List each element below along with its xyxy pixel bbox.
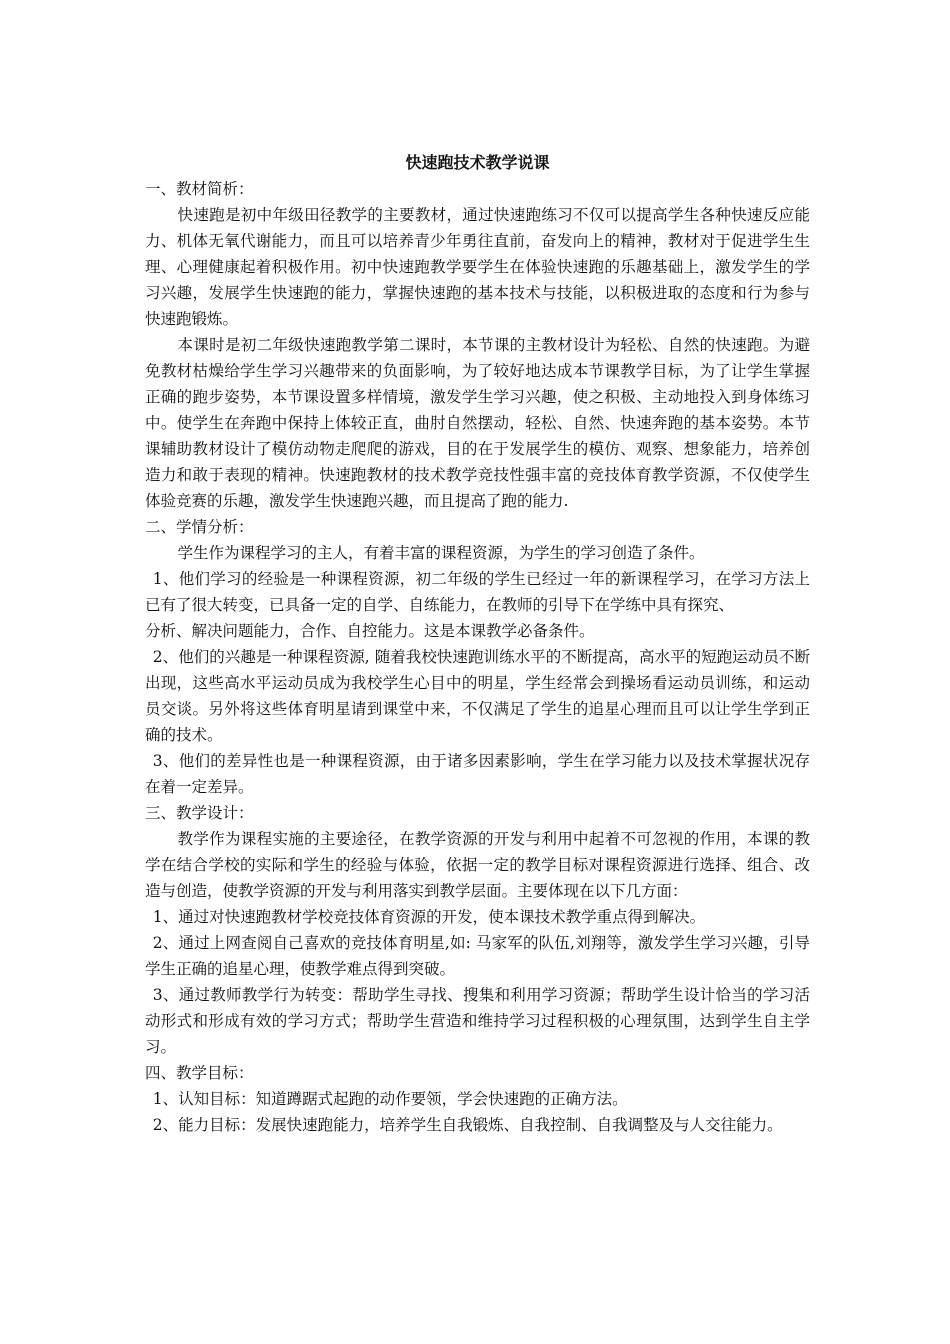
list-item: 2、能力目标：发展快速跑能力，培养学生自我锻炼、自我控制、自我调整及与人交往能力。 xyxy=(152,1116,783,1134)
document-title: 快速跑技术教学说课 xyxy=(405,153,550,172)
list-item: 3、他们的差异性也是一种课程资源，由于诸多因素影响，学生在学习能力以及技术掌握状况存在着一定差异。 xyxy=(145,752,810,796)
section-learner-analysis xyxy=(145,514,810,800)
section-teaching-goals xyxy=(145,1060,810,1138)
document-page xyxy=(145,150,810,1138)
paragraph: 本课时是初二年级快速跑教学第二课时，本节课的主教材设计为轻松、自然的快速跑。为避免教材枯燥给学生学习兴趣带来的负面影响，为了较好地达成本节课教学目标，为了让学生掌握正确的跑步姿势，本节课设置多样情境，激发学生学习兴趣，使之积极、主动地投入到身体练习中。使学生在奔跑中保持上体较正直，曲肘自然摆动，轻松、自然、快速奔跑的基本姿势。本节课辅助教材设计了模仿动物走爬爬的游戏，目的在于发展学生的模仿、观察、想象能力，培养创造力和敢于表现的精神。快速跑教材的技术教学竞技性强丰富的竞技体育教学资源，不仅使学生体验竞赛的乐趣，激发学生快速跑兴趣，而且提高了跑的能力. xyxy=(145,336,810,510)
section-heading: 二、学情分析： xyxy=(145,518,254,536)
paragraph: 教学作为课程实施的主要途径，在教学资源的开发与利用中起着不可忽视的作用，本课的教学在结合学校的实际和学生的经验与体验，依据一定的教学目标对课程资源进行选择、组合、改造与创造，使教学资源的开发与利用落实到教学层面。主要体现在以下几方面： xyxy=(145,830,810,900)
list-item-continuation: 分析、解决问题能力，合作、自控能力。这是本课教学必备条件。 xyxy=(145,622,595,640)
paragraph: 快速跑是初中年级田径教学的主要教材，通过快速跑练习不仅可以提高学生各种快速反应能力、机体无氧代谢能力，而且可以培养青少年勇往直前，奋发向上的精神，教材对于促进学生生理、心理健康起着积极作用。初中快速跑教学要学生在体验快速跑的乐趣基础上，激发学生的学习兴趣，发展学生快速跑的能力，掌握快速跑的基本技术与技能，以积极进取的态度和行为参与快速跑锻炼。 xyxy=(145,206,810,328)
list-item: 2、他们的兴趣是一种课程资源, 随着我校快速跑训练水平的不断提高，高水平的短跑运动员不断出现，这些高水平运动员成为我校学生心目中的明星，学生经常会到操场看运动员训练，和运动员交谈。另外将这些体育明星请到课堂中来，不仅满足了学生的追星心理而且可以让学生学到正确的技术。 xyxy=(145,648,810,744)
section-heading: 四、教学目标： xyxy=(145,1064,254,1082)
section-heading: 三、教学设计： xyxy=(145,804,254,822)
list-item: 2、通过上网查阅自己喜欢的竞技体育明星,如: 马家军的队伍,刘翔等，激发学生学习兴趣，引导学生正确的追星心理，使教学难点得到突破。 xyxy=(145,934,810,978)
section-teaching-design xyxy=(145,800,810,1060)
paragraph: 学生作为课程学习的主人，有着丰富的课程资源，为学生的学习创造了条件。 xyxy=(177,544,705,562)
list-item: 3、通过教师教学行为转变：帮助学生寻找、搜集和利用学习资源；帮助学生设计恰当的学习活动形式和形成有效的学习方式；帮助学生营造和维持学习过程积极的心理氛围，达到学生自主学习。 xyxy=(145,986,810,1056)
list-item: 1、通过对快速跑教材学校竞技体育资源的开发，使本课技术教学重点得到解决。 xyxy=(152,908,706,926)
section-textbook-analysis xyxy=(145,176,810,514)
list-item: 1、他们学习的经验是一种课程资源，初二年级的学生已经过一年的新课程学习，在学习方法上已有了很大转变，已具备一定的自学、自练能力，在教师的引导下在学练中具有探究、 xyxy=(145,570,810,614)
section-heading: 一、教材简析： xyxy=(145,180,254,198)
list-item: 1、认知目标：知道蹲踞式起跑的动作要领，学会快速跑的正确方法。 xyxy=(152,1090,628,1108)
